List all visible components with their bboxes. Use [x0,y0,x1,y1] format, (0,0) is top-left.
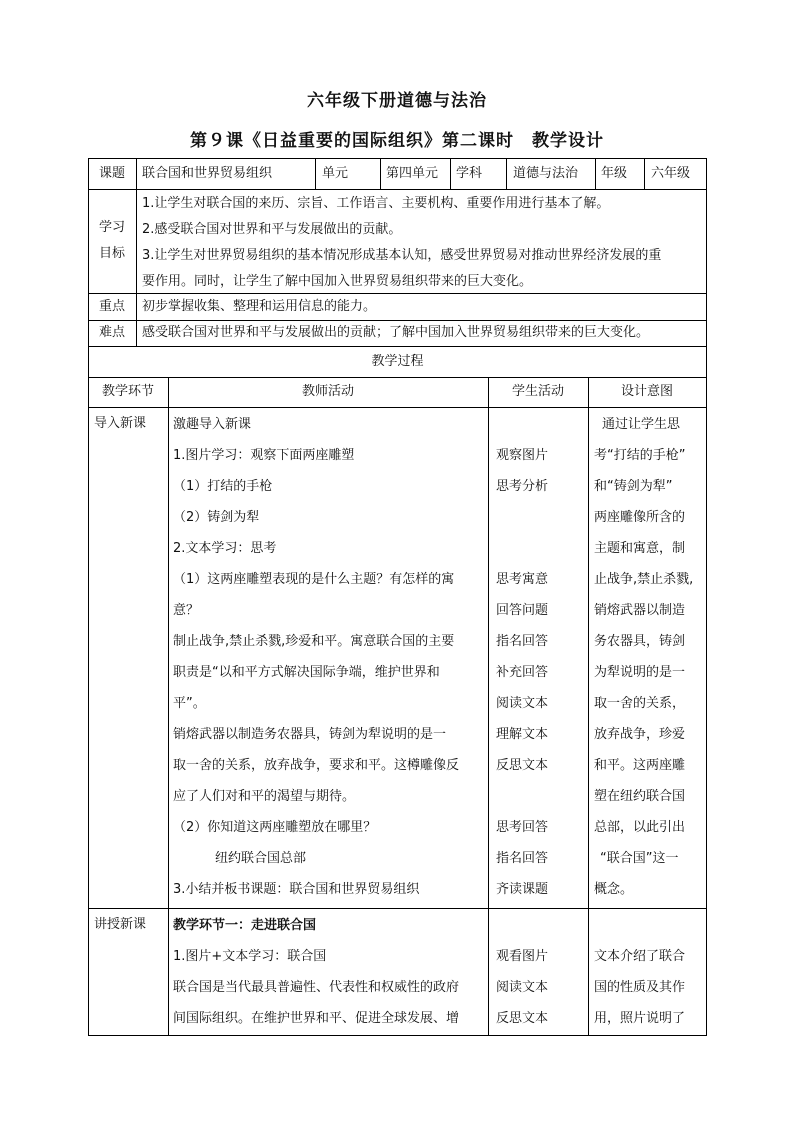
document-title: 六年级下册道德与法治 [307,91,487,111]
unit-value: 第四单元 [386,166,439,181]
design-intent-line: 通过让学生思 [602,417,681,432]
design-intent-line: 塑在纽约联合国 [594,789,686,804]
header-teacher: 教师活动 [301,384,354,399]
student-activity-line: 理解文本 [496,727,549,742]
subject-label: 学科 [456,166,483,181]
teacher-activity-line: 激趣导入新课 [173,417,252,432]
section2-design-intent [594,941,685,1034]
teacher-activity-line: 1.图片学习：观察下面两座雕塑 [173,448,355,463]
teacher-activity-line: （2）铸剑为犁 [173,510,260,525]
student-activity-line: 观察图片 [496,448,549,463]
document-subtitle [0,126,794,151]
key-point-value: 初步掌握收集、整理和运用信息的能力。 [142,299,377,314]
student-activity-line [496,781,548,812]
teacher-activity-line: 制止战争,禁止杀戮,珍爱和平。寓意联合国的主要 [173,634,455,649]
design-intent-line: 取一舍的关系， [594,696,686,711]
student-activity-line: 阅读文本 [496,696,549,711]
goal-item: 要作用。同时，让学生了解中国加入世界贸易组织带来的巨大变化。 [142,274,533,289]
goal-item: 1.让学生对联合国的来历、宗旨、工作语言、主要机构、重要作用进行基本了解。 [142,196,610,211]
teacher-activity-line: 应了人们对和平的渴望与期待。 [173,789,356,804]
teacher-activity-line: 2.文本学习：思考 [173,541,277,556]
grade-value: 六年级 [651,166,691,181]
design-intent-line: 放弃战争，珍爱 [594,727,686,742]
design-intent-line: 两座雕像所含的 [594,510,686,525]
section1-student-activity [496,409,548,905]
teacher-activity-line: 销熔武器以制造务农器具，铸剑为犁说明的是一 [173,727,447,742]
design-intent-line: 为犁说明的是一 [594,665,686,680]
student-activity-line: 阅读文本 [496,980,549,995]
design-intent-line: 和“铸剑为犁” [594,479,673,494]
student-activity-line: 反思文本 [496,1011,549,1026]
section1-design-intent [594,409,693,905]
design-intent-line: 止战争,禁止杀戮, [594,572,694,587]
student-activity-line: 思考分析 [496,479,549,494]
student-activity-line: 回答问题 [496,603,549,618]
topic-label: 课题 [98,166,125,181]
goal-item: 3.让学生对世界贸易组织的基本情况形成基本认知，感受世界贸易对推动世界经济发展的重 [142,248,662,263]
design-intent-line: 国的性质及其作 [594,980,686,995]
teacher-activity-line: 取一舍的关系，放弃战争，要求和平。这樽雕像反 [173,758,460,773]
unit-label: 单元 [322,166,349,181]
header-student: 学生活动 [511,384,564,399]
student-activity-line: 思考回答 [496,820,549,835]
student-activity-line [496,533,548,564]
teacher-activity-line: 职责是“以和平方式解决国际争端，维护世界和 [173,665,440,680]
section1-stage: 导入新课 [94,416,147,431]
design-intent-line: “联合国”这一 [600,851,679,866]
student-activity-line: 反思文本 [496,758,549,773]
teacher-activity-line: 纽约联合国总部 [215,851,307,866]
teacher-activity-line: 平”。 [173,696,206,711]
header-stage: 教学环节 [101,384,154,399]
student-activity-line: 齐读课题 [496,882,549,897]
student-activity-line [496,409,548,440]
design-intent-line: 销熔武器以制造 [594,603,686,618]
teacher-activity-line: （1）打结的手枪 [173,479,273,494]
design-type: 教学设计 [532,131,604,151]
student-activity-line [496,502,548,533]
teacher-activity-line: 3.小结并板书课题：联合国和世界贸易组织 [173,882,420,897]
process-title: 教学过程 [371,354,424,369]
header-intent: 设计意图 [620,384,673,399]
section2-teacher-activity [173,910,459,1034]
key-point-label: 重点 [98,299,125,314]
design-intent-line: 考“打结的手枪” [594,448,686,463]
student-activity-line: 指名回答 [496,851,549,866]
goal-item: 2.感受联合国对世界和平与发展做出的贡献。 [142,222,402,237]
student-activity-line: 补充回答 [496,665,549,680]
goals-list [142,191,661,295]
difficulty-label: 难点 [98,325,125,340]
design-intent-line: 文本介绍了联合 [594,949,686,964]
student-activity-line: 指名回答 [496,634,549,649]
subject-value: 道德与法治 [513,166,579,181]
goals-label-line2: 目标 [98,246,125,261]
student-activity-line [496,910,548,941]
teacher-activity-line: 意？ [173,603,200,618]
design-intent-line: 用，照片说明了 [594,1011,686,1026]
student-activity-line: 思考寓意 [496,572,549,587]
teacher-activity-line: （2）你知道这两座雕塑放在哪里？ [173,820,377,835]
teacher-activity-line: （1）这两座雕塑表现的是什么主题？有怎样的寓 [173,572,455,587]
teacher-activity-line: 教学环节一：走进联合国 [173,918,317,933]
topic-value: 联合国和世界贸易组织 [142,166,273,181]
difficulty-value: 感受联合国对世界和平与发展做出的贡献；了解中国加入世界贸易组织带来的巨大变化。 [142,325,650,340]
section2-student-activity [496,910,548,1034]
lesson-title: 第９课《日益重要的国际组织》第二课时 [190,131,514,151]
design-intent-line: 务农器具，铸剑 [594,634,686,649]
goals-label-line1: 学习 [98,220,125,235]
section1-teacher-activity [173,409,459,905]
teacher-activity-line: 1.图片+文本学习：联合国 [173,949,327,964]
design-intent-line: 和平。这两座雕 [594,758,686,773]
grade-label: 年级 [601,166,628,181]
design-intent-line: 概念。 [594,882,634,897]
teacher-activity-line: 间国际组织。在维护世界和平、促进全球发展、增 [173,1011,460,1026]
student-activity-line: 观看图片 [496,949,549,964]
design-intent-line: 总部，以此引出 [594,820,686,835]
section2-stage: 讲授新课 [94,917,147,932]
design-intent-line: 主题和寓意，制 [594,541,686,556]
teacher-activity-line: 联合国是当代最具普遍性、代表性和权威性的政府 [173,980,460,995]
